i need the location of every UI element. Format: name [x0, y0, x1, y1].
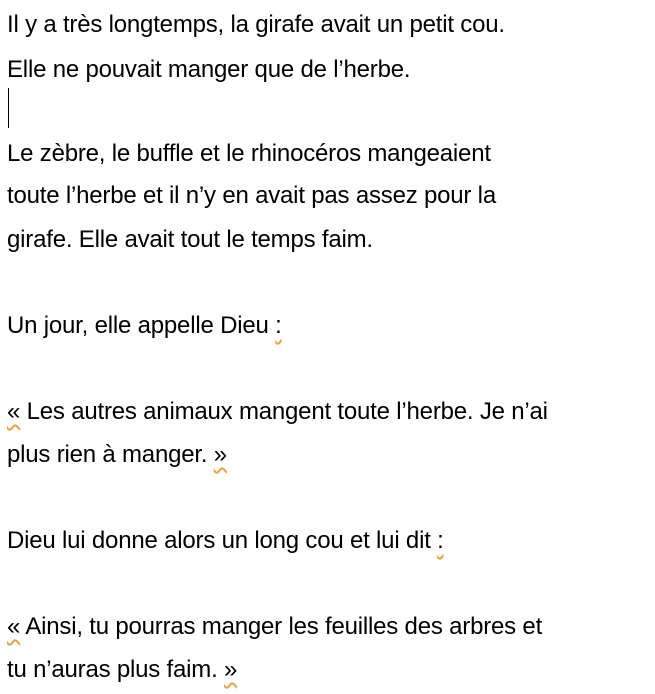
text-cursor — [8, 88, 9, 128]
text-line-2: Elle ne pouvait manger que de l’herbe. — [7, 56, 411, 83]
text-line-7 — [7, 397, 548, 427]
text-line-11 — [7, 655, 237, 685]
spellcheck-flag[interactable]: » — [224, 656, 238, 683]
text-segment: Ainsi, tu pourras manger les feuilles des arbres et — [25, 613, 543, 640]
text-line-9 — [7, 526, 444, 556]
text-segment: plus rien à manger. — [7, 441, 208, 468]
text-line-10 — [7, 612, 542, 642]
text-segment: Les autres animaux mangent toute l’herbe. Je n’ai — [26, 398, 548, 425]
spellcheck-flag[interactable]: : — [437, 527, 444, 554]
text-line-1: Il y a très longtemps, la girafe avait un petit cou. — [7, 11, 505, 38]
text-line-8 — [7, 440, 227, 470]
spellcheck-flag[interactable]: » — [213, 441, 227, 468]
spellcheck-flag[interactable]: : — [275, 312, 282, 339]
text-line-4: toute l’herbe et il n’y en avait pas assez pour la — [7, 182, 496, 209]
text-line-5: girafe. Elle avait tout le temps faim. — [7, 226, 373, 253]
spellcheck-flag[interactable]: « — [7, 398, 21, 425]
text-segment: Un jour, elle appelle Dieu — [7, 312, 269, 339]
text-segment: tu n’auras plus faim. — [7, 656, 218, 683]
spellcheck-flag[interactable]: « — [7, 613, 21, 640]
text-line-3: Le zèbre, le buffle et le rhinocéros mangeaient — [7, 140, 491, 167]
text-segment: Dieu lui donne alors un long cou et lui dit — [7, 527, 431, 554]
text-line-6 — [7, 311, 282, 341]
